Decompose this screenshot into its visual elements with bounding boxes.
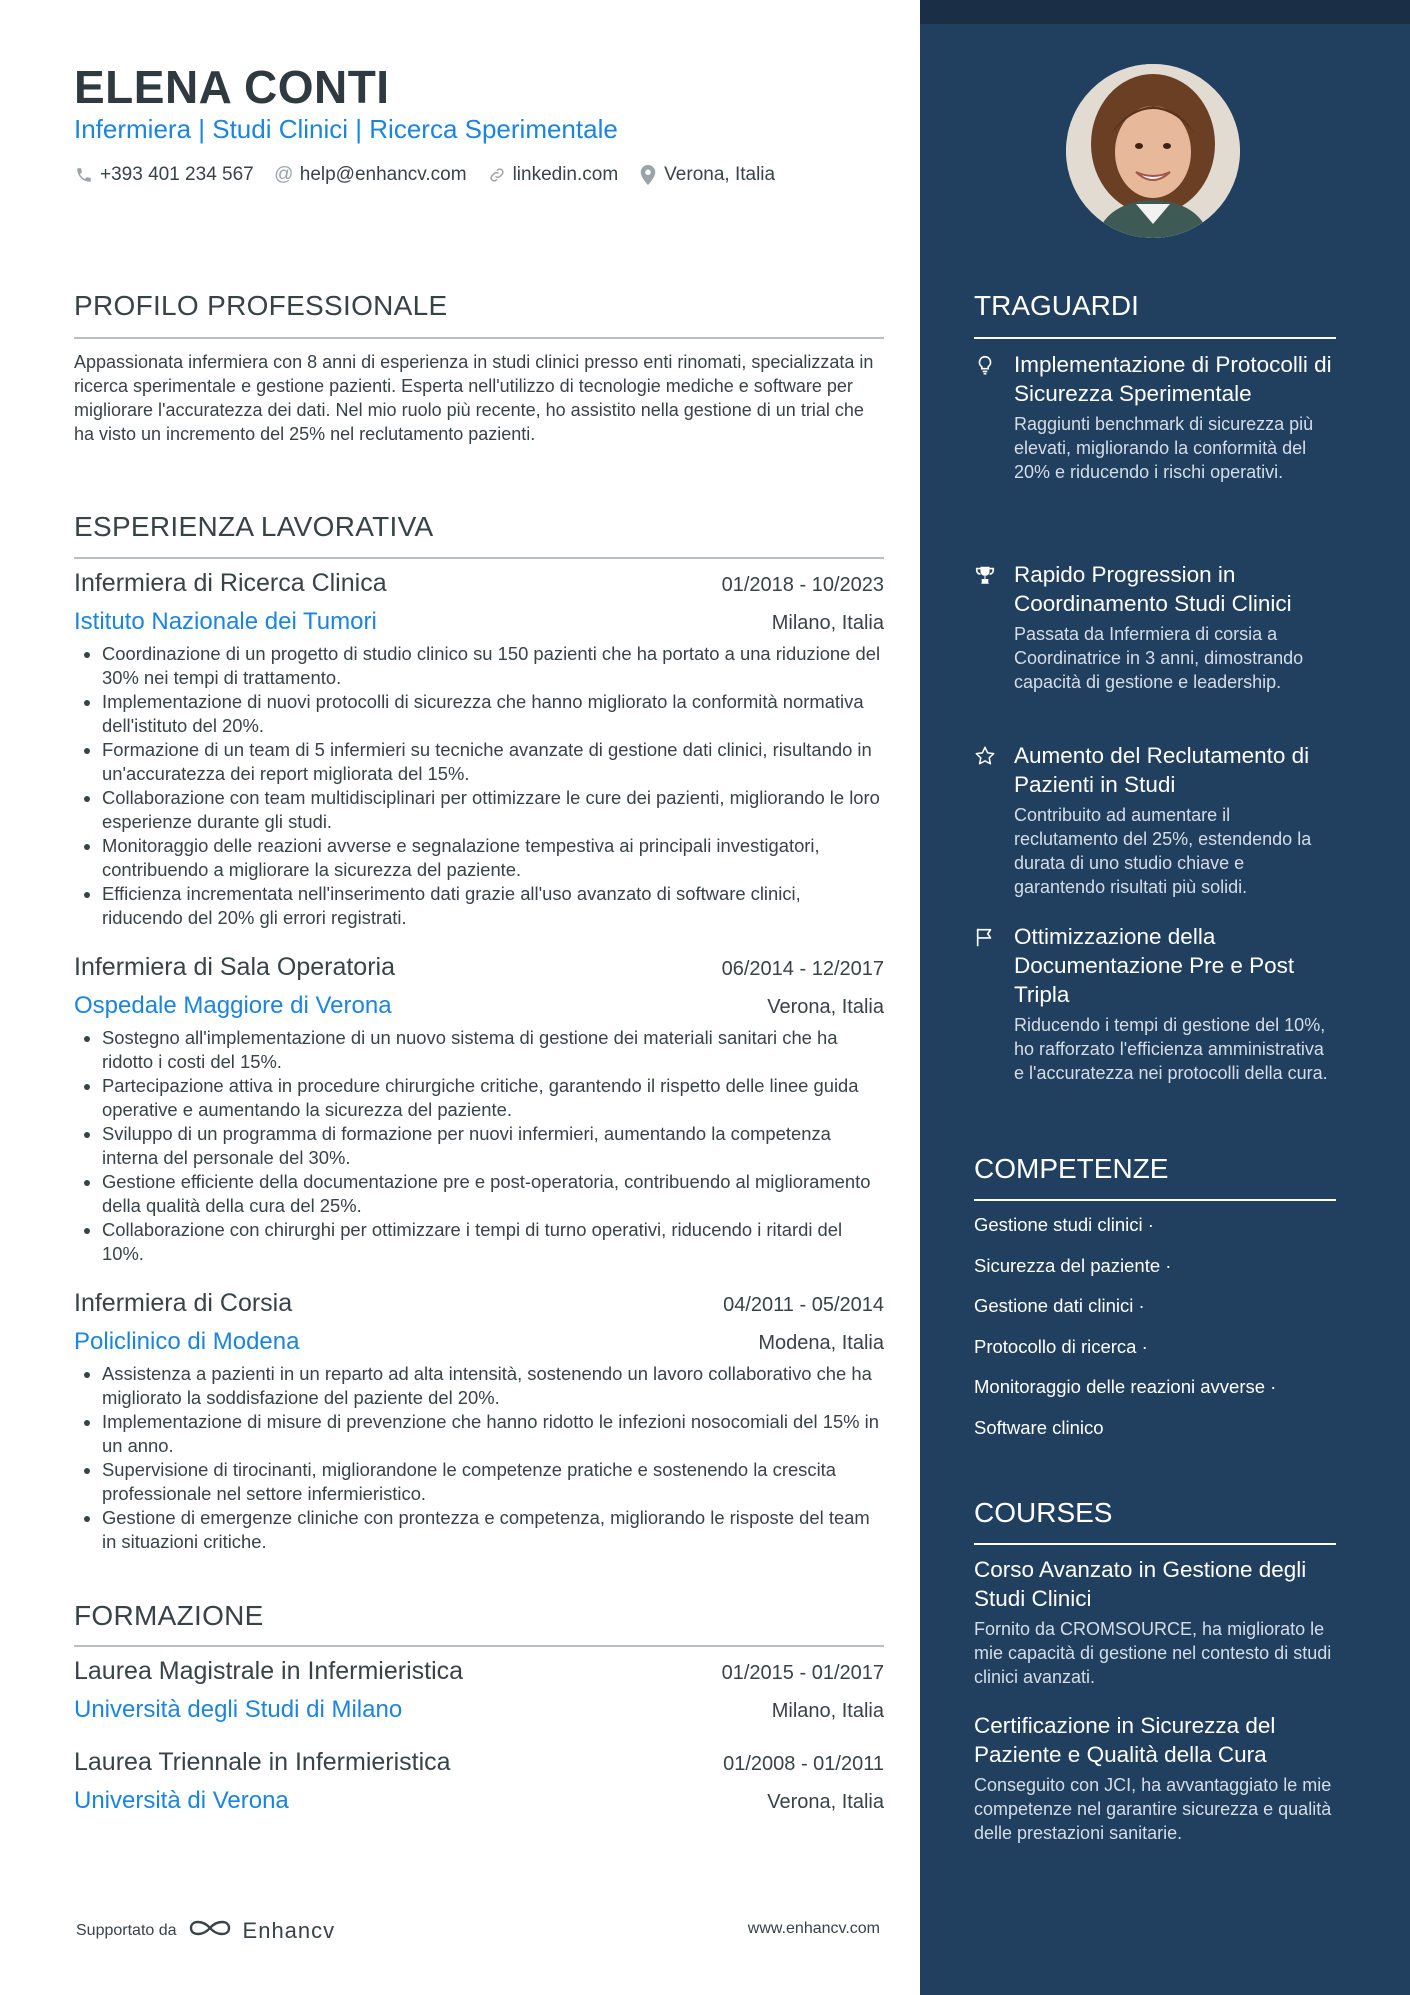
bullet: • Gestione di emergenze cliniche con prontezza e competenza, migliorando le risposte del team in situazioni critiche.	[102, 1506, 884, 1554]
job-bullets	[74, 1362, 884, 1554]
powered-by-label: Supportato da	[76, 1921, 177, 1939]
achievement-desc: Raggiunti benchmark di sicurezza più elevati, migliorando la conformità del 20% e riducendo i rischi operativi.	[1014, 414, 1314, 482]
bullet: • Assistenza a pazienti in un reparto ad alta intensità, sostenendo un lavoro collaborativo che ha migliorato la soddisfazione del paziente del 20%.	[102, 1362, 884, 1410]
bullet: • Supervisione di tirocinanti, migliorandone le competenze pratiche e sostenendo la crescita professionale nel settore infermieristico.	[102, 1458, 884, 1506]
bullet: • Coordinazione di un progetto di studio clinico su 150 pazienti che ha portato a una riduzione del 30% nei tempi di trattamento.	[102, 642, 884, 690]
flag-icon	[974, 926, 996, 948]
achievement-item	[974, 350, 1336, 484]
achievement-item	[974, 922, 1336, 1085]
contact-bar	[74, 164, 775, 186]
skill-item: Gestione dati clinici ·	[974, 1295, 1145, 1316]
school-location: Verona, Italia	[767, 1791, 884, 1813]
job-dates: 04/2011 - 05/2014	[723, 1294, 884, 1316]
phone-text: +393 401 234 567	[100, 164, 254, 185]
section-title-achievements: TRAGUARDI	[974, 290, 1139, 321]
skill-item: Protocollo di ricerca ·	[974, 1335, 1148, 1357]
course-desc: Fornito da CROMSOURCE, ha migliorato le mie capacità di gestione nel contesto di studi clinici avanzati.	[974, 1619, 1332, 1687]
trophy-icon	[974, 564, 996, 586]
section-title-skills: COMPETENZE	[974, 1153, 1169, 1184]
job-role: Infermiera di Ricerca Clinica	[74, 569, 387, 597]
profile-photo	[1066, 64, 1240, 238]
section-rule	[974, 337, 1336, 339]
footer-branding	[76, 1916, 335, 1945]
at-icon: @	[274, 164, 294, 185]
job-company[interactable]: Istituto Nazionale dei Tumori	[74, 608, 377, 635]
course-title: Corso Avanzato in Gestione degli Studi Clinici	[974, 1557, 1307, 1611]
job-dates: 06/2014 - 12/2017	[721, 958, 884, 980]
achievement-title: Ottimizzazione della Documentazione Pre e Post Tripla	[1014, 924, 1295, 1007]
degree-title: Laurea Magistrale in Infermieristica	[74, 1657, 464, 1685]
headline: Infermiera | Studi Clinici | Ricerca Sperimentale	[74, 114, 618, 144]
phone-icon	[74, 165, 94, 185]
sidebar-top-band	[920, 0, 1410, 24]
job-location: Modena, Italia	[758, 1332, 884, 1354]
school-name[interactable]: Università di Verona	[74, 1787, 289, 1814]
enhancv-logo-icon	[187, 1916, 233, 1945]
section-rule	[974, 1543, 1336, 1545]
brand-name: Enhancv	[242, 1917, 336, 1943]
course-item	[974, 1711, 1336, 1845]
school-location: Milano, Italia	[771, 1700, 884, 1722]
degree-title: Laurea Triennale in Infermieristica	[74, 1748, 451, 1776]
link-icon	[487, 165, 507, 185]
bullet: • Gestione efficiente della documentazione pre e post-operatoria, contribuendo al miglioramento della qualità della cura del 25%.	[102, 1170, 884, 1218]
profile-summary: Appassionata infermiera con 8 anni di esperienza in studi clinici presso enti rinomati, specializzata in ricerca sperimentale e gestione pazienti. Esperta nell'utilizzo di tecnologie mediche e software per migliorare l'accuratezza dei dati. Nel mio ruolo più recente, ho assistito nella gestione di un trial che ha visto un incremento del 25% nel reclutamento pazienti.	[74, 352, 874, 444]
bullet: • Efficienza incrementata nell'inserimento dati grazie all'uso avanzato di software clinici, riducendo del 20% gli errori registrati.	[102, 882, 884, 930]
skill-item: Monitoraggio delle reazioni avverse ·	[974, 1376, 1277, 1397]
education-dates: 01/2015 - 01/2017	[721, 1662, 884, 1684]
course-title: Certificazione in Sicurezza del Paziente e Qualità della Cura	[974, 1713, 1276, 1767]
experience-entry	[74, 953, 884, 1266]
job-company[interactable]: Policlinico di Modena	[74, 1328, 300, 1355]
education-entry	[74, 1748, 884, 1815]
bullet: • Collaborazione con chirurghi per ottimizzare i tempi di turno operativi, riducendo i ritardi del 10%.	[102, 1218, 884, 1266]
job-role: Infermiera di Corsia	[74, 1289, 293, 1317]
star-icon	[974, 745, 996, 767]
lightbulb-icon	[974, 354, 996, 376]
course-item	[974, 1555, 1336, 1689]
experience-entry	[74, 1289, 884, 1554]
bullet: • Monitoraggio delle reazioni avverse e segnalazione tempestiva ai principali investigatori, contribuendo a migliorare la sicurezza del paziente.	[102, 834, 884, 882]
location-text: Verona, Italia	[664, 164, 776, 185]
footer-url[interactable]: www.enhancv.com	[747, 1920, 880, 1937]
school-name[interactable]: Università degli Studi di Milano	[74, 1696, 403, 1723]
bullet: • Sviluppo di un programma di formazione per nuovi infermieri, aumentando la competenza interna del personale del 30%.	[102, 1122, 884, 1170]
candidate-name: ELENA CONTI	[74, 61, 390, 113]
section-title-profile: PROFILO PROFESSIONALE	[74, 290, 448, 321]
achievement-item	[974, 560, 1336, 694]
job-location: Milano, Italia	[771, 612, 884, 634]
achievement-title: Rapido Progression in Coordinamento Studi Clinici	[1014, 562, 1292, 616]
section-rule	[974, 1199, 1336, 1201]
job-bullets	[74, 642, 884, 930]
job-role: Infermiera di Sala Operatoria	[74, 953, 395, 981]
bullet: • Collaborazione con team multidisciplinari per ottimizzare le cure dei pazienti, migliorando le loro esperienze durante gli studi.	[102, 786, 884, 834]
section-title-education: FORMAZIONE	[74, 1600, 264, 1631]
email-text: help@enhancv.com	[299, 164, 467, 185]
section-title-experience: ESPERIENZA LAVORATIVA	[74, 511, 434, 542]
experience-entry	[74, 569, 884, 930]
bullet: • Implementazione di misure di prevenzione che hanno ridotto le infezioni nosocomiali del 15% in un anno.	[102, 1410, 884, 1458]
bullet: • Partecipazione attiva in procedure chirurgiche critiche, garantendo il rispetto delle linee guida operative e aumentando la sicurezza del paziente.	[102, 1074, 884, 1122]
map-pin-icon	[638, 165, 658, 185]
contact-linkedin[interactable]	[487, 164, 619, 186]
bullet: • Sostegno all'implementazione di un nuovo sistema di gestione dei materiali sanitari che ha ridotto i costi del 15%.	[102, 1026, 884, 1074]
skill-item: Gestione studi clinici ·	[974, 1214, 1154, 1235]
achievement-desc: Contribuito ad aumentare il reclutamento del 25%, estendendo la durata di uno studio chiave e garantendo risultati più solidi.	[1014, 805, 1312, 897]
job-dates: 01/2018 - 10/2023	[721, 574, 884, 596]
bullet: • Implementazione di nuovi protocolli di sicurezza che hanno migliorato la conformità normativa dell'istituto del 20%.	[102, 690, 884, 738]
contact-location	[638, 164, 775, 186]
job-bullets	[74, 1026, 884, 1266]
job-location: Verona, Italia	[767, 996, 884, 1018]
section-rule	[74, 1645, 884, 1647]
achievement-item	[974, 741, 1336, 899]
achievement-title: Implementazione di Protocolli di Sicurezza Sperimentale	[1014, 352, 1332, 406]
contact-email[interactable]	[274, 164, 467, 186]
course-desc: Conseguito con JCI, ha avvantaggiato le mie competenze nel garantire sicurezza e qualità delle prestazioni sanitarie.	[974, 1775, 1332, 1843]
skill-item: Sicurezza del paziente ·	[974, 1254, 1172, 1276]
section-title-courses: COURSES	[974, 1497, 1113, 1528]
section-rule	[74, 337, 884, 339]
education-dates: 01/2008 - 01/2011	[723, 1753, 884, 1775]
skill-item: Software clinico	[974, 1416, 1104, 1438]
achievement-desc: Passata da Infermiera di corsia a Coordinatrice in 3 anni, dimostrando capacità di gestione e leadership.	[1014, 624, 1304, 692]
job-company[interactable]: Ospedale Maggiore di Verona	[74, 992, 392, 1019]
education-entry	[74, 1657, 884, 1724]
contact-phone[interactable]	[74, 164, 254, 186]
achievement-desc: Riducendo i tempi di gestione del 10%, ho rafforzato l'efficienza amministrativa e l'accuratezza nei protocolli della cura.	[1014, 1015, 1328, 1083]
linkedin-text: linkedin.com	[512, 164, 619, 185]
skills-list	[974, 1212, 1336, 1455]
bullet: • Formazione di un team di 5 infermieri su tecniche avanzate di gestione dati clinici, risultando in un'accuratezza dei report migliorata del 15%.	[102, 738, 884, 786]
section-rule	[74, 557, 884, 559]
achievement-title: Aumento del Reclutamento di Pazienti in Studi	[1014, 743, 1310, 797]
